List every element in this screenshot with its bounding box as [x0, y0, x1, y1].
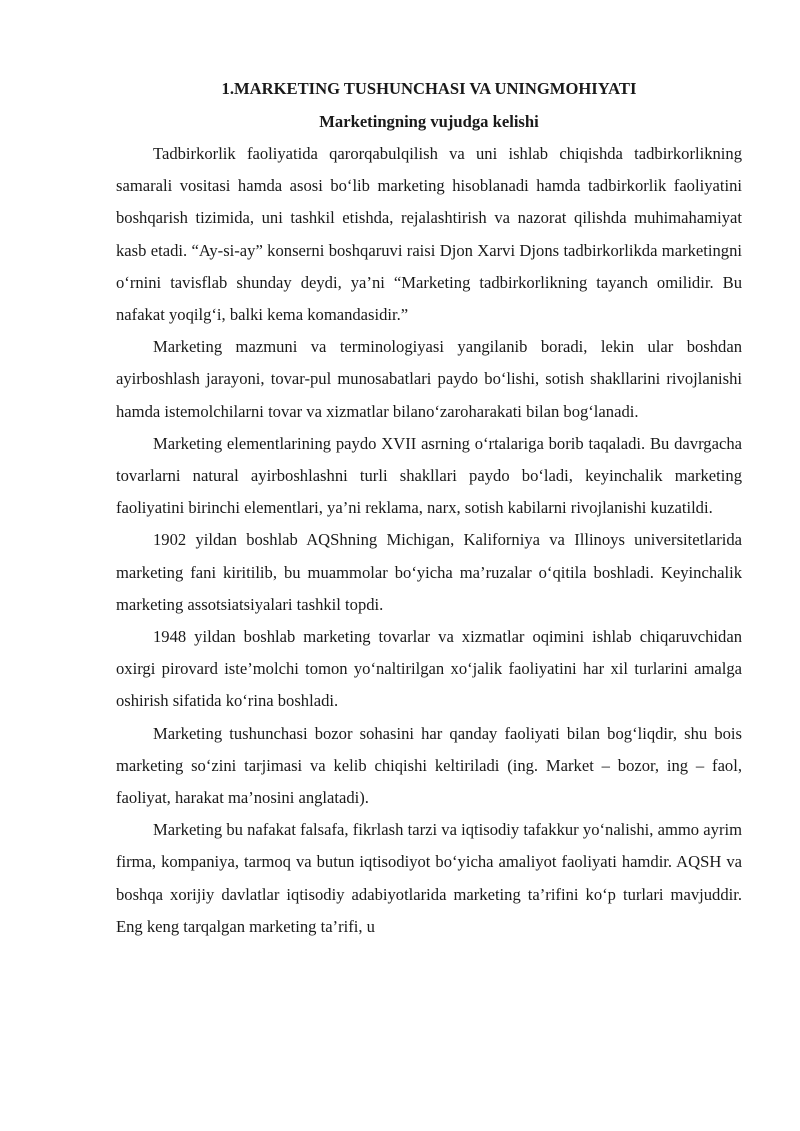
section-subtitle: Marketingning vujudga kelishi — [319, 112, 539, 131]
paragraph-3: Marketing elementlarining paydo XVII asrning o‘rtalariga borib taqaladi. Bu davrgacha tovarlarni natural ayirboshlashni turli shakllari paydo bo‘ladi, keyinchalik marketing faoliyatini birinchi elementlari, ya’ni reklama, narx, sotish kabilarni rivojlanishi kuzatildi. — [116, 433, 742, 518]
paragraph-7: Marketing bu nafakat falsafa, fikrlash tarzi va iqtisodiy tafakkur yo‘nalishi, ammo ayrim firma, kompaniya, tarmoq va butun iqtisodiyot bo‘yicha amaliyot faoliyati hamdir. AQSH va boshqa xorijiy davlatlar iqtisodiy adabiyotlarida marketing ta’rifini ko‘p turlari mavjuddir. Eng keng tarqalgan marketing ta’rifi, u — [116, 820, 742, 936]
paragraph-2: Marketing mazmuni va terminologiyasi yangilanib boradi, lekin ular boshdan ayirboshlash jarayoni, tovar-pul munosabatlari paydo bo‘lishi, sotish shakllarini rivojlanishi hamda istemolchilarni tovar va xizmatlar bilano‘zaroharakati bilan bog‘lanadi. — [116, 337, 742, 421]
paragraph-5: 1948 yildan boshlab marketing tovarlar va xizmatlar oqimini ishlab chiqaruvchidan oxirgi pirovard iste’molchi tomon yo‘naltirilgan xo‘jalik faoliyatini har xil turlarini amalga oshirish sifatida ko‘rina boshladi. — [116, 627, 742, 711]
document-page — [116, 78, 742, 943]
chapter-title: 1.MARKETING TUSHUNCHASI VA UNINGMOHIYATI — [221, 79, 637, 98]
paragraph-6: Marketing tushunchasi bozor sohasini har qanday faoliyati bilan bog‘liqdir, shu bois marketing so‘zini tarjimasi va kelib chiqishi keltiriladi (ing. Market – bozor, ing – faol, faoliyat, harakat ma’nosini anglatadi). — [116, 723, 742, 808]
paragraph-1: Tadbirkorlik faoliyatida qarorqabulqilish va uni ishlab chiqishda tadbirkorlikning samarali vositasi hamda asosi bo‘lib marketing hisoblanadi hamda tadbirkorlik faoliyatini boshqarish tizimida, uni tashkil etishda, rejalashtirish va nazorat qilishda muhimahamiyat kasb etadi. “Ay-si-ay” konserni boshqaruvi raisi Djon Xarvi Djons tadbirkorlikda marketingni o‘rnini tavisflab shunday deydi, ya’ni “Marketing tadbirkorlikning tayanch omilidir. Bu nafakat yoqilg‘i, balki kema komandasidir.” — [116, 144, 742, 325]
paragraph-4: 1902 yildan boshlab AQShning Michigan, Kaliforniya va Illinoys universitetlarida marketing fani kiritilib, bu muammolar bo‘yicha ma’ruzalar o‘qitila boshladi. Keyinchalik marketing assotsiatsiyalari tashkil topdi. — [116, 530, 742, 614]
